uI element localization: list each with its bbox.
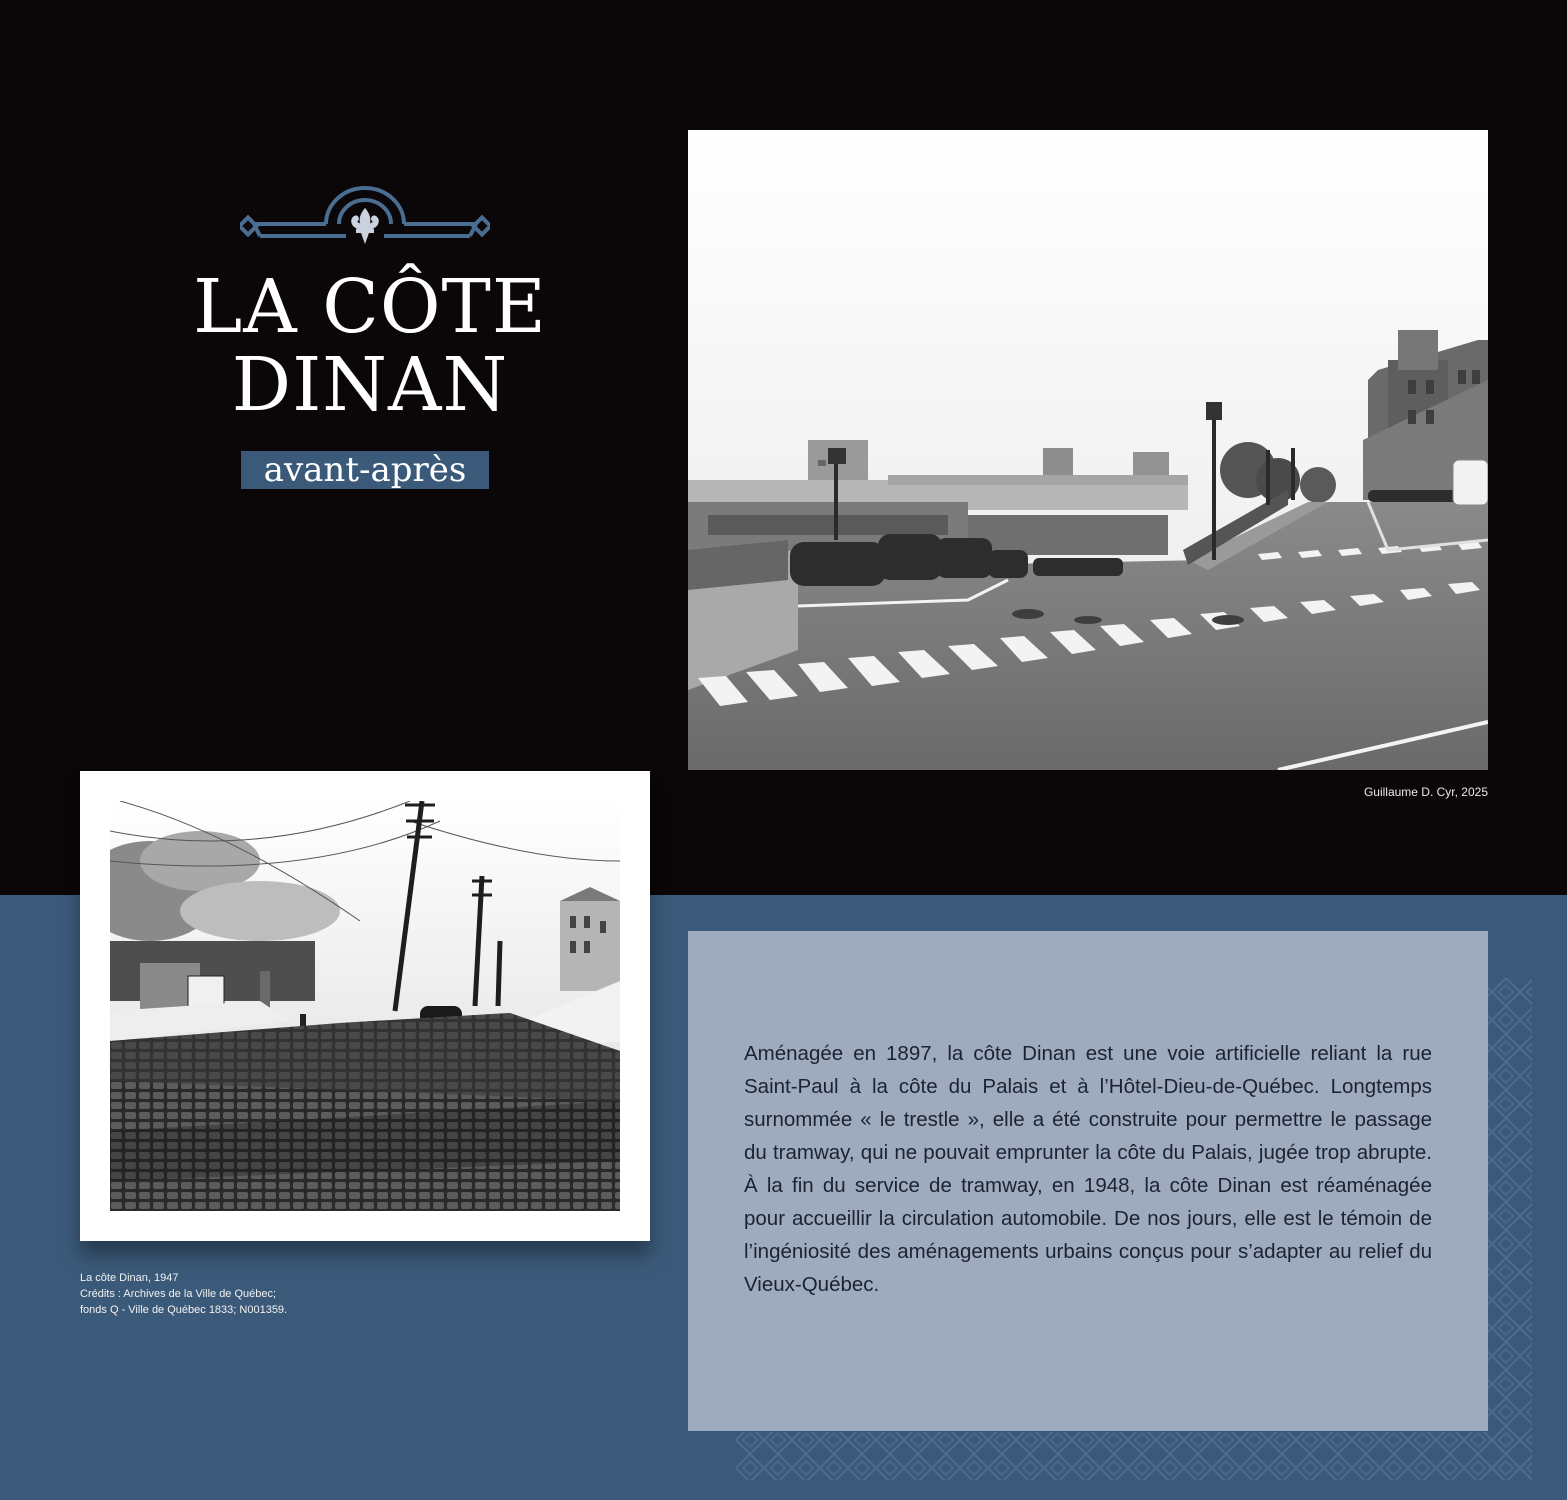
photo-before [110,801,620,1211]
caption-credit-line-1: Crédits : Archives de la Ville de Québec; [80,1288,277,1300]
photo-after [688,130,1488,770]
description-text: Aménagée en 1897, la côte Dinan est une voie artificielle reliant la rue Saint-Paul à la côte du Palais et à l’Hôtel-Dieu-de-Québec. Longtemps surnommée « le trestle », elle a été construite pour permettre le passage du tramway, qui ne pouvait emprunter la côte du Palais, jugée trop abrupte. À la fin du service de tramway, en 1948, la côte Dinan est réaménagée pour accueillir la circulation automobile. De nos jours, elle est le témoin de l’ingéniosité des aménagements urbains conçus pour s’adapter au relief du Vieux-Québec. [744,1042,1432,1296]
street-photo-2025 [688,130,1488,770]
street-photo-1947 [110,801,620,1211]
fleur-de-lis-icon [240,186,490,248]
photo-before-frame [80,771,650,1241]
page-title [150,264,590,428]
title-line-1: LA CÔTE [193,264,547,350]
caption-title: La côte Dinan, 1947 [80,1272,179,1284]
caption-credit-line-2: fonds Q - Ville de Québec 1833; N001359. [80,1304,288,1316]
photo-after-credit: Guillaume D. Cyr, 2025 [1363,785,1488,799]
subtitle-badge: avant-après [241,451,489,489]
description-panel [688,931,1488,1431]
photo-before-caption [80,1270,287,1318]
title-line-2: DINAN [231,342,509,428]
